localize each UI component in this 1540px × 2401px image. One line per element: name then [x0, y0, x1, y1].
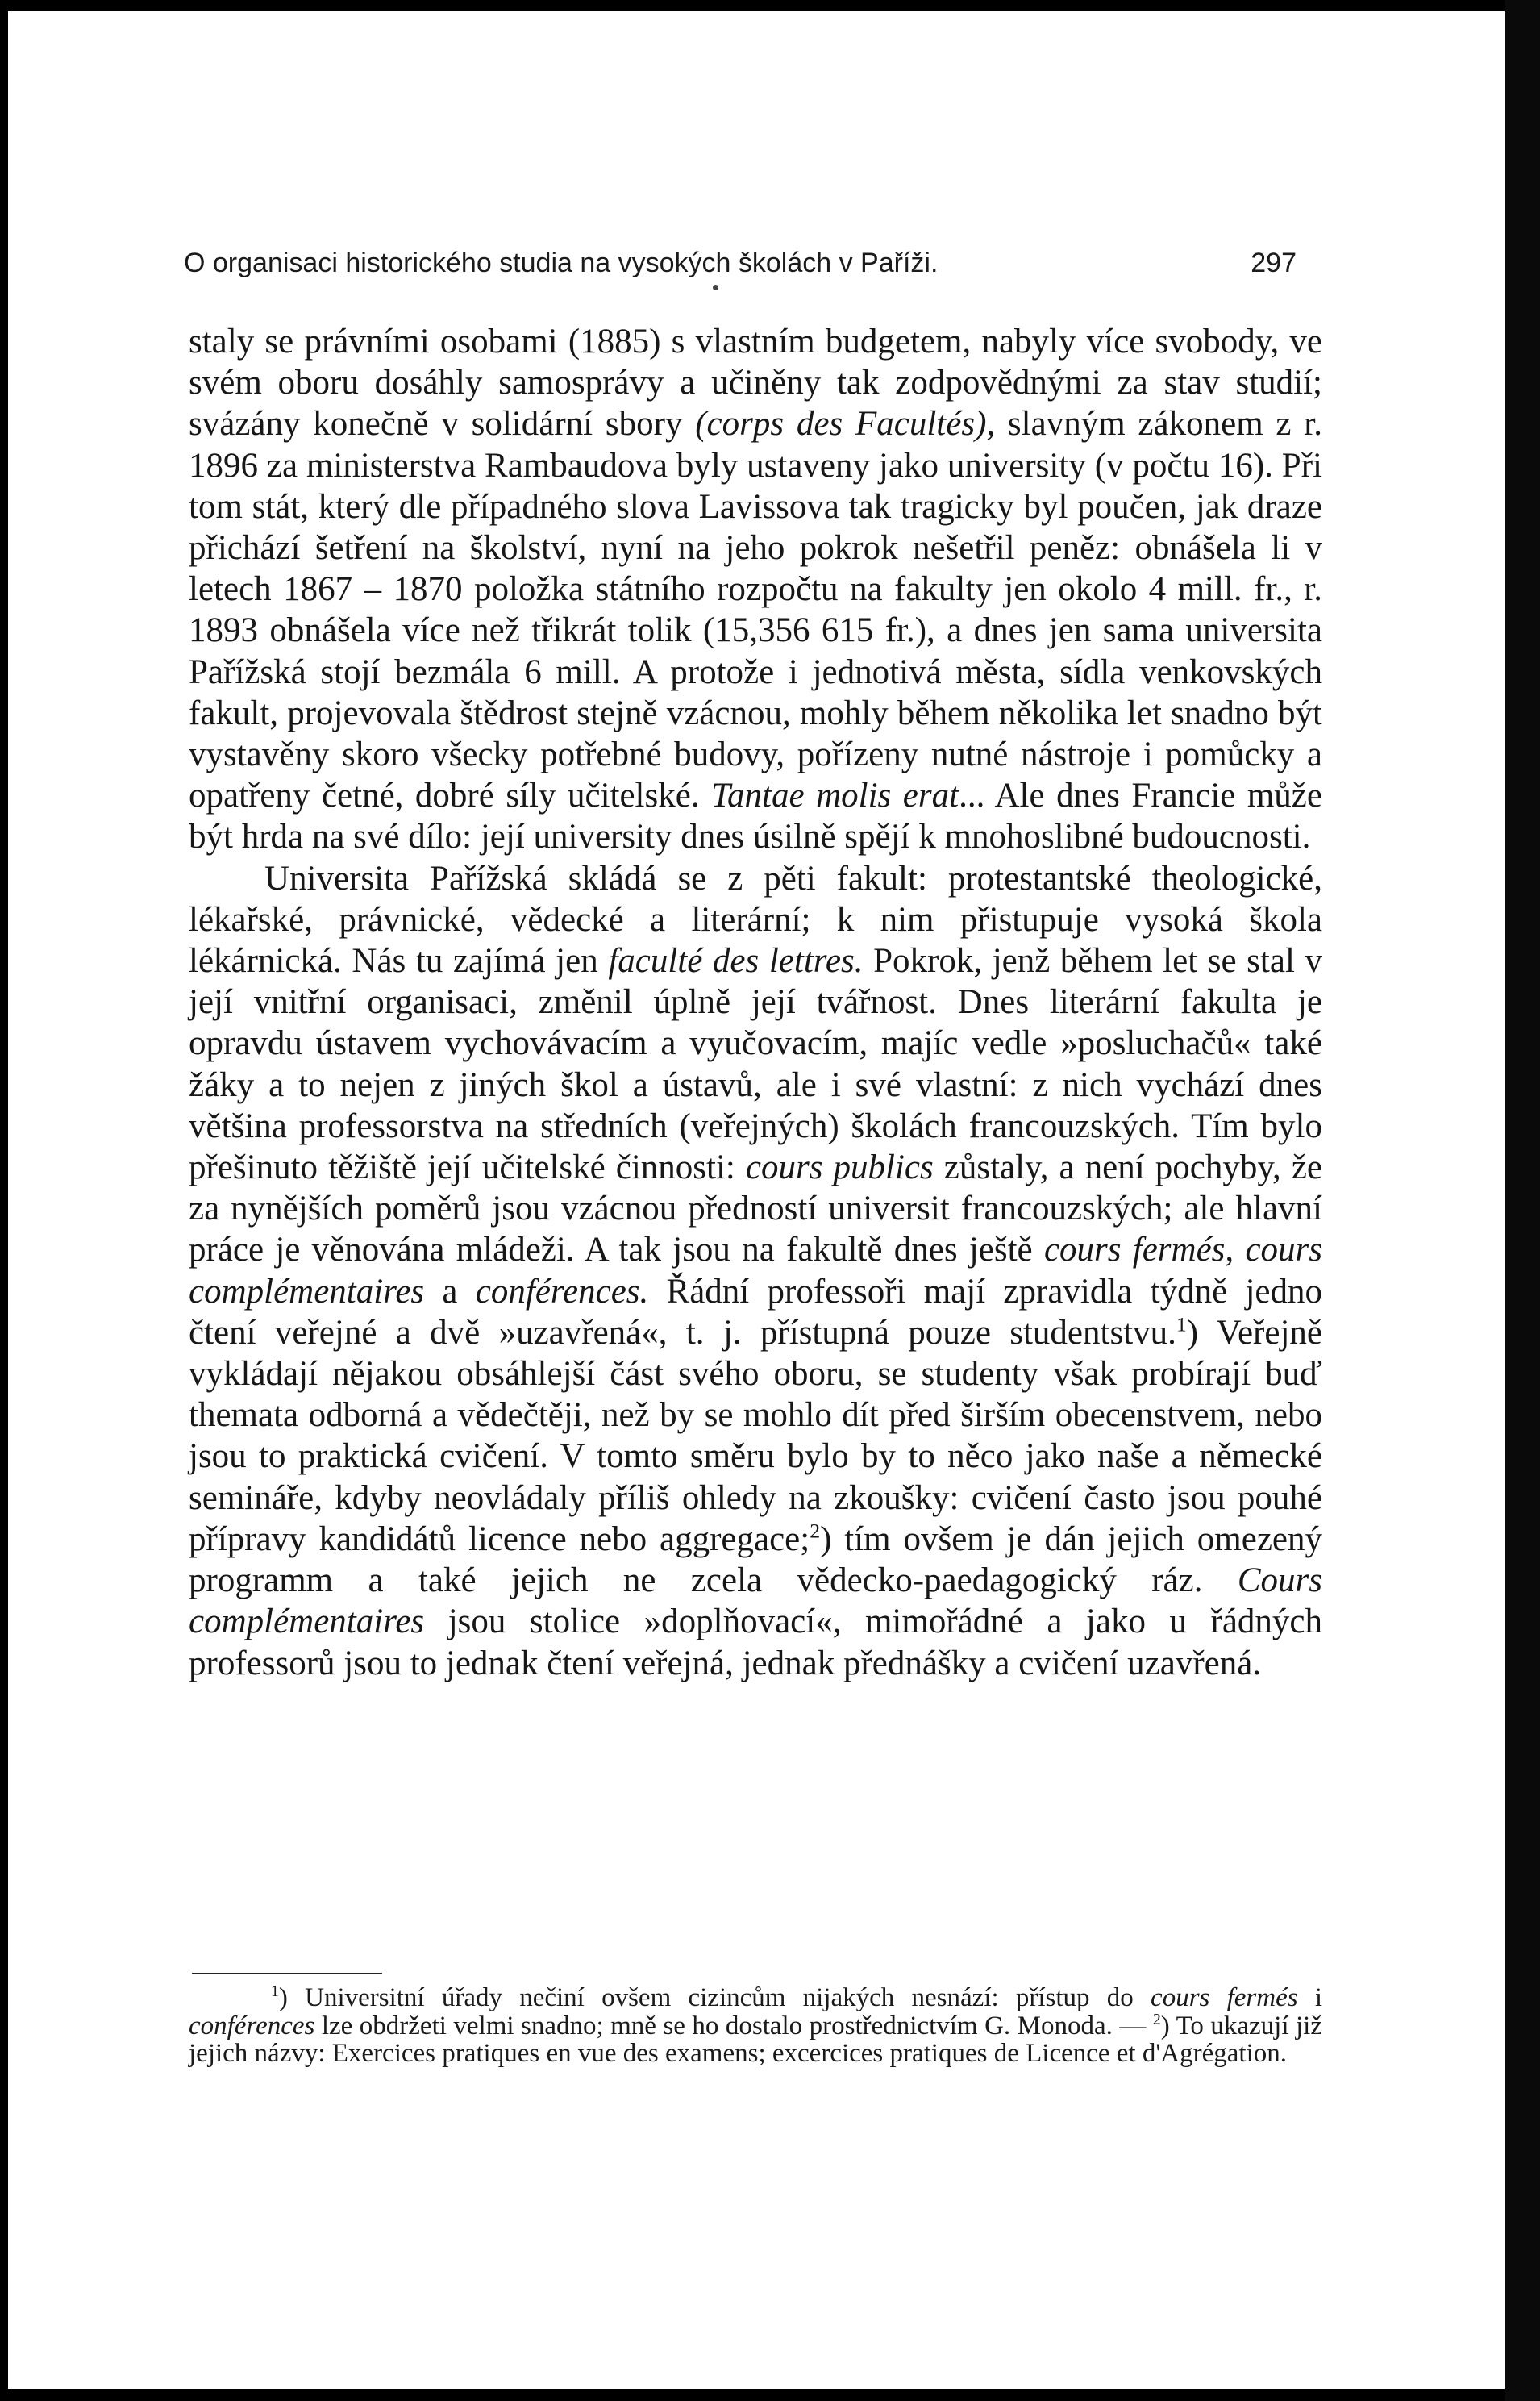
footnote-rule — [192, 1973, 382, 1974]
header-dot — [713, 285, 718, 290]
footnote-marker: 2 — [1152, 2010, 1161, 2028]
main-text — [189, 321, 1322, 1684]
paragraph-2 — [189, 858, 1322, 1684]
italic-span: Tantae molis erat — [711, 777, 959, 815]
text-span: ) tím ovšem je dán jejich omezený programm a také jejich ne zcela vědecko-paedagogický ráz. — [189, 1519, 1322, 1600]
text-span: slavným zákonem z r. 1896 za ministerstva Rambaudova byly ustaveny jako university (v počtu 16). Při tom stát, který dle případného slova Lavissova tak tragicky byl poučen, jak draze přichází šetření na školství, nyní na jeho pokrok nešetřil peněz: obnášela li v letech 1867 – 1870 položka státního rozpočtu na fakulty jen okolo 4 mill. fr., r. 1893 obnášela více než třikrát tolik (15,356 615 fr.), a dnes jen sama universita Pařížská stojí bezmála 6 mill. A protože i jednotivá města, sídla venkovských fakult, projevovala štědrost stejně vzácnou, mohly během několika let snadno být vystavěny skoro všecky potřebné budovy, pořízeny nutné nástroje i pomůcky a opatřeny četné, dobré síly učitelské. — [189, 405, 1322, 815]
header-title: O organisaci historického studia na vysokých školách v Paříži. — [184, 248, 939, 278]
footnotes — [189, 1984, 1322, 2068]
footnote-marker: 1 — [271, 1982, 279, 2000]
page-number: 297 — [1251, 248, 1297, 278]
running-header — [184, 248, 1297, 288]
text-span: ... Ale dnes Francie může být hrda na své dílo: její university dnes úsilně spějí k mnohoslibné budoucnosti. — [189, 777, 1322, 857]
text-span: a — [424, 1272, 476, 1311]
text-span: zůstaly, a není pochyby, že za nynějších poměrů jsou vzácnou předností universit francouzských; ale hlavní práce je věnována mládeži. A tak jsou na fakultě dnes ještě — [189, 1148, 1322, 1269]
text-span: ) Universitní úřady nečiní ovšem cizincům nijakých nesnází: přístup do — [278, 1983, 1151, 2012]
text-span: staly se právními osobami (1885) s vlastním budgetem, nabyly více svobody, ve svém oboru dosáhly samosprávy a učiněny tak zodpovědnými za stav studií; svázány konečně v solidární sbory — [189, 323, 1322, 444]
paragraph-1 — [189, 321, 1322, 858]
italic-span: cours fermés, cours complémentaires — [189, 1231, 1322, 1311]
text-span: Řádní professoři mají zpravidla týdně jedno čtení veřejné a dvě »uzavřená«, t. j. přístupná pouze studentstvu. — [189, 1272, 1322, 1352]
footnote-ref: 1 — [1176, 1312, 1187, 1336]
italic-span: cours fermés — [1151, 1983, 1298, 2012]
footnote-text — [189, 1984, 1322, 2068]
text-span: jsou stolice »doplňovací«, mimořádné a jako u řádných professorů jsou to jednak čtení veřejná, jednak přednášky a cvičení uzavřená. — [189, 1603, 1322, 1682]
text-span: Pokrok, jenž během let se stal v její vnitřní organisaci, změnil úplně její tvářnost. Dnes literární fakulta je opravdu ústavem vychovávacím a vyučovacím, majíc vedle »posluchačů« také žáky a to nejen z jiných škol a ústavů, ale i své vlastní: z nich vychází dnes většina professorstva na středních (veřejných) školách francouzských. Tím bylo přešinuto těžiště její učitelské činnosti: — [189, 942, 1322, 1187]
italic-span: Cours complémentaires — [189, 1561, 1322, 1641]
text-span: lze obdržeti velmi snadno; mně se ho dostalo prostřednictvím G. Monoda. — — [314, 2011, 1153, 2040]
text-span: i — [1297, 1983, 1323, 2012]
text-span: ) To ukazují již jejich názvy: Exercices pratiques en vue des examens; excercices pratiques de Licence et d'Agrégation. — [189, 2011, 1322, 2068]
italic-span: cours publics — [745, 1148, 934, 1187]
italic-span: conférences — [189, 2011, 315, 2040]
italic-span: (corps des Facultés), — [695, 405, 996, 444]
text-span: Universita Pařížská skládá se z pěti fakult: protestantské theologické, lékařské, právnické, vědecké a literární; k nim přistupuje vysoká škola lékárnická. Nás tu zajímá jen — [189, 859, 1322, 981]
footnote-ref: 2 — [810, 1519, 821, 1543]
text-span: ) Veřejně vykládají nějakou obsáhlejší část svého oboru, se studenty však probírají buď themata odborná a vědečtěji, než by se mohlo dít před širším obecenstvem, nebo jsou to praktická cvičení. V tomto směru bylo by to něco jako naše a německé semináře, kdyby neovládaly příliš ohledy na zkoušky: cvičení často jsou pouhé přípravy kandidátů licence nebo aggregace; — [189, 1313, 1322, 1558]
italic-span: faculté des lettres. — [608, 942, 864, 981]
italic-span: conférences. — [475, 1272, 649, 1311]
scan-border — [1505, 0, 1540, 2401]
